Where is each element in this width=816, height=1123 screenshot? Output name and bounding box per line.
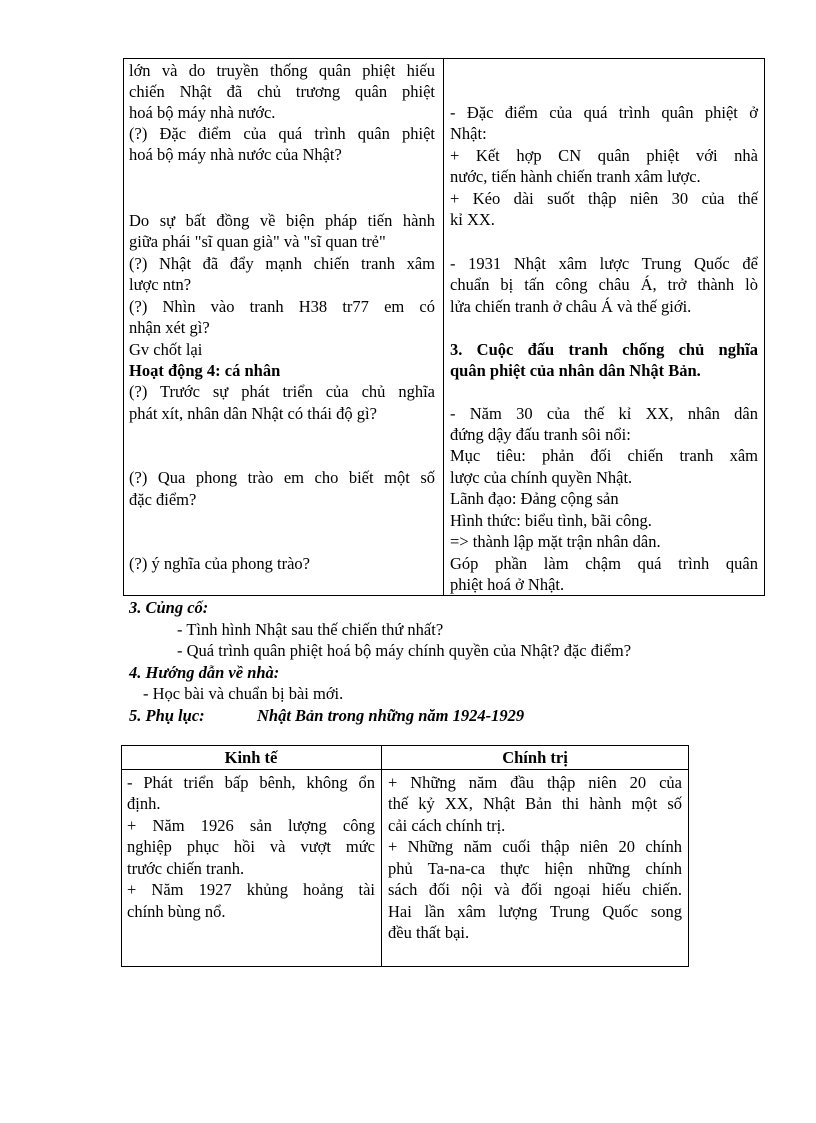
right-line: Góp phần làm chậm quá trình quân bbox=[450, 554, 758, 573]
left-line: (?) Nhật đã đẩy mạnh chiến tranh xâm bbox=[129, 254, 435, 273]
right-line: phiệt hoá ở Nhật. bbox=[450, 575, 565, 594]
left-line: (?) Đặc điểm của quá trình quân phiệt bbox=[129, 124, 435, 143]
left-line: chiến Nhật đã chủ trương quân phiệt bbox=[129, 82, 435, 101]
left-line: lược ntn? bbox=[129, 275, 192, 294]
consolidation-heading: 3. Củng cố: bbox=[129, 598, 209, 617]
right-line: Hình thức: biểu tình, bãi công. bbox=[450, 511, 652, 530]
right-line: kỉ XX. bbox=[450, 210, 495, 229]
left-line: lớn và do truyền thống quân phiệt hiếu bbox=[129, 61, 435, 80]
politics-line: cải cách chính trị. bbox=[388, 816, 506, 835]
section-heading-struggle: quân phiệt của nhân dân Nhật Bản. bbox=[450, 361, 701, 380]
right-line: Lãnh đạo: Đảng cộng sản bbox=[450, 489, 619, 508]
politics-line: thế kỷ XX, Nhật Bản thi hành một số bbox=[388, 794, 682, 813]
activity-heading: Hoạt động 4: cá nhân bbox=[129, 361, 281, 380]
right-line: + Kéo dài suốt thập niên 30 của thế bbox=[450, 189, 758, 208]
right-line: lửa chiến tranh ở châu Á và thế giới. bbox=[450, 297, 692, 316]
politics-line: Hai lần xâm lượng Trung Quốc song bbox=[388, 902, 682, 921]
header-politics: Chính trị bbox=[502, 748, 568, 767]
left-line: nhận xét gì? bbox=[129, 318, 210, 337]
economy-line: + Năm 1927 khủng hoảng tài bbox=[127, 880, 375, 899]
right-line: Nhật: bbox=[450, 124, 487, 143]
right-line: - 1931 Nhật xâm lược Trung Quốc để bbox=[450, 254, 758, 273]
header-economy: Kinh tế bbox=[224, 748, 278, 767]
appendix-table-header-rule bbox=[121, 769, 689, 770]
politics-line: đều thất bại. bbox=[388, 923, 470, 942]
right-line: đứng dậy đấu tranh sôi nổi: bbox=[450, 425, 631, 444]
left-line: đặc điểm? bbox=[129, 490, 197, 509]
politics-line: + Những năm cuối thập niên 20 chính bbox=[388, 837, 682, 856]
politics-line: + Những năm đầu thập niên 20 của bbox=[388, 773, 682, 792]
homework-heading: 4. Hướng dẫn về nhà: bbox=[129, 663, 280, 682]
left-line: (?) Qua phong trào em cho biết một số bbox=[129, 468, 435, 487]
right-line: nước, tiến hành chiến tranh xâm lược. bbox=[450, 167, 701, 186]
right-line: chuẩn bị tấn công châu Á, trở thành lò bbox=[450, 275, 758, 294]
left-line: giữa phái "sĩ quan già" và "sĩ quan trẻ" bbox=[129, 232, 386, 251]
politics-line: sách đối nội và đối ngoại hiếu chiến. bbox=[388, 880, 682, 899]
left-line: Gv chốt lại bbox=[129, 340, 203, 359]
appendix-title: Nhật Bản trong những năm 1924-1929 bbox=[257, 706, 525, 725]
right-line: - Năm 30 của thế kỉ XX, nhân dân bbox=[450, 404, 758, 423]
right-line: + Kết hợp CN quân phiệt với nhà bbox=[450, 146, 758, 165]
lesson-table-divider bbox=[443, 58, 444, 596]
politics-line: phủ Ta-na-ca thực hiện những chính bbox=[388, 859, 682, 878]
left-line: (?) ý nghĩa của phong trào? bbox=[129, 554, 310, 573]
left-line: Do sự bất đồng về biện pháp tiến hành bbox=[129, 211, 435, 230]
right-line: lược của chính quyền Nhật. bbox=[450, 468, 633, 487]
economy-line: trước chiến tranh. bbox=[127, 859, 245, 878]
left-line: (?) Nhìn vào tranh H38 tr77 em có bbox=[129, 297, 435, 316]
economy-line: chính bùng nổ. bbox=[127, 902, 226, 921]
right-line: Mục tiêu: phản đối chiến tranh xâm bbox=[450, 446, 758, 465]
consolidation-item: - Quá trình quân phiệt hoá bộ máy chính quyền của Nhật? đặc điểm? bbox=[177, 641, 632, 660]
left-line: (?) Trước sự phát triển của chủ nghĩa bbox=[129, 382, 435, 401]
right-line: => thành lập mặt trận nhân dân. bbox=[450, 532, 661, 551]
economy-line: - Phát triển bấp bênh, không ổn bbox=[127, 773, 375, 792]
section-heading-struggle: 3. Cuộc đấu tranh chống chủ nghĩa bbox=[450, 340, 758, 359]
economy-line: + Năm 1926 sản lượng công bbox=[127, 816, 375, 835]
homework-item: - Học bài và chuẩn bị bài mới. bbox=[143, 684, 344, 703]
appendix-table-divider bbox=[381, 745, 382, 967]
consolidation-item: - Tình hình Nhật sau thế chiến thứ nhất? bbox=[177, 620, 444, 639]
left-line: hoá bộ máy nhà nước của Nhật? bbox=[129, 145, 342, 164]
left-line: phát xít, nhân dân Nhật có thái độ gì? bbox=[129, 404, 377, 423]
economy-line: nghiệp phục hồi và vượt mức bbox=[127, 837, 375, 856]
left-line: hoá bộ máy nhà nước. bbox=[129, 103, 276, 122]
right-line: - Đặc điểm của quá trình quân phiệt ở bbox=[450, 103, 758, 122]
appendix-heading: 5. Phụ lục: bbox=[129, 706, 205, 725]
economy-line: định. bbox=[127, 794, 161, 813]
